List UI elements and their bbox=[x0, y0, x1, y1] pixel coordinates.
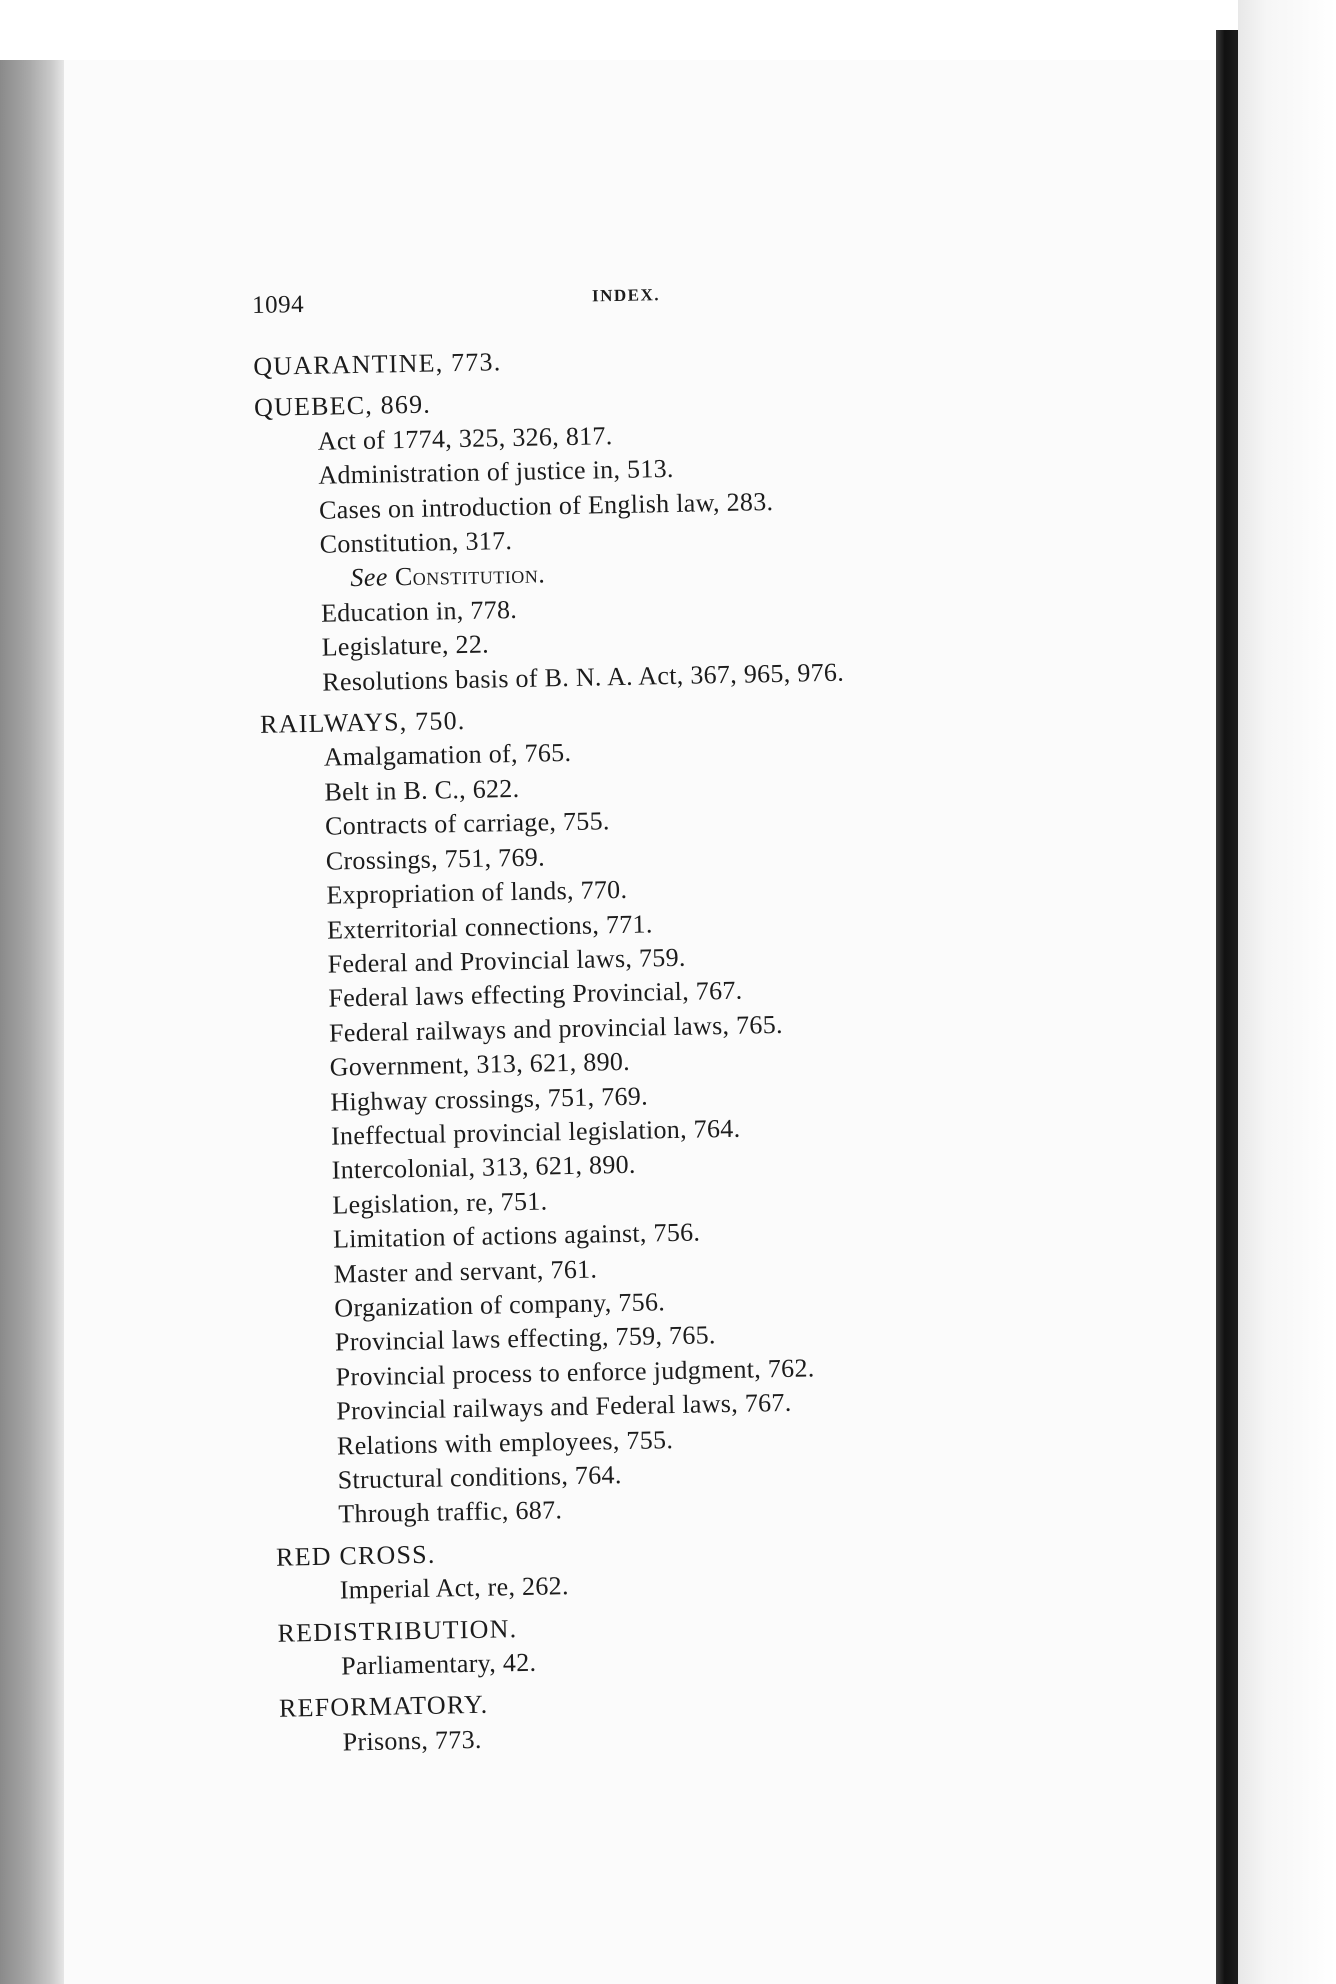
index-heading: QUARANTINE, 773. bbox=[252, 347, 502, 381]
index-subentry: Organization of company, 756. bbox=[334, 1287, 666, 1323]
running-head: INDEX. bbox=[591, 285, 661, 306]
see-reference: Constitution. bbox=[394, 559, 546, 592]
index-subentry: Highway crossings, 751, 769. bbox=[330, 1081, 649, 1117]
index-subentry: Prisons, 773. bbox=[342, 1724, 482, 1757]
index-subentry: Limitation of actions against, 756. bbox=[332, 1217, 701, 1254]
see-word: See bbox=[350, 562, 389, 593]
index-subentry: Provincial railways and Federal laws, 767. bbox=[336, 1387, 792, 1426]
index-subentry: Ineffectual provincial legislation, 764. bbox=[330, 1113, 741, 1151]
index-subentry: Administration of justice in, 513. bbox=[318, 454, 674, 490]
index-subentry: Intercolonial, 313, 621, 890. bbox=[331, 1150, 636, 1185]
index-subentry: Crossings, 751, 769. bbox=[325, 842, 546, 876]
index-subentry: Legislature, 22. bbox=[321, 629, 490, 662]
index-subentry: Exterritorial connections, 771. bbox=[326, 908, 653, 945]
index-subentry: Amalgamation of, 765. bbox=[323, 738, 572, 773]
index-heading: RED CROSS. bbox=[275, 1539, 436, 1572]
facing-page-edge bbox=[1238, 0, 1336, 1984]
index-heading: QUEBEC, 869. bbox=[253, 389, 432, 423]
index-subentry: Education in, 778. bbox=[320, 594, 518, 628]
index-heading: REFORMATORY. bbox=[278, 1690, 489, 1724]
index-subentry: Federal and Provincial laws, 759. bbox=[327, 942, 686, 979]
index-subentry: Parliamentary, 42. bbox=[340, 1647, 537, 1681]
index-subentry: Master and servant, 761. bbox=[333, 1254, 598, 1289]
index-subentry: Structural conditions, 764. bbox=[337, 1460, 622, 1495]
page-number: 1094 bbox=[251, 290, 305, 319]
index-subentry: Act of 1774, 325, 326, 817. bbox=[317, 420, 613, 456]
index-subentry: Through traffic, 687. bbox=[338, 1495, 563, 1529]
index-subentry: Expropriation of lands, 770. bbox=[326, 874, 628, 910]
index-subentry: Constitution, 317. bbox=[319, 526, 513, 559]
index-heading: REDISTRIBUTION. bbox=[277, 1613, 518, 1648]
index-subentry: Provincial laws effecting, 759, 765. bbox=[334, 1320, 716, 1357]
index-subentry: Legislation, re, 751. bbox=[332, 1186, 548, 1220]
index-subentry: Cases on introduction of English law, 283. bbox=[318, 486, 774, 525]
index-subentry: Federal laws effecting Provincial, 767. bbox=[328, 975, 743, 1013]
index-subentry: Government, 313, 621, 890. bbox=[329, 1046, 631, 1082]
index-subentry: Imperial Act, re, 262. bbox=[339, 1571, 570, 1605]
index-subentry: Resolutions basis of B. N. A. Act, 367, 965, 976. bbox=[322, 657, 845, 697]
index-subentry: Relations with employees, 755. bbox=[336, 1424, 674, 1461]
index-subentry: Provincial process to enforce judgment, 762. bbox=[335, 1353, 815, 1392]
index-subentry: Contracts of carriage, 755. bbox=[324, 806, 610, 841]
index-subentry: Federal railways and provincial laws, 765. bbox=[328, 1009, 784, 1048]
index-heading: RAILWAYS, 750. bbox=[259, 706, 466, 739]
index-subentry: Belt in B. C., 622. bbox=[324, 773, 520, 807]
index-list bbox=[253, 333, 1180, 1761]
